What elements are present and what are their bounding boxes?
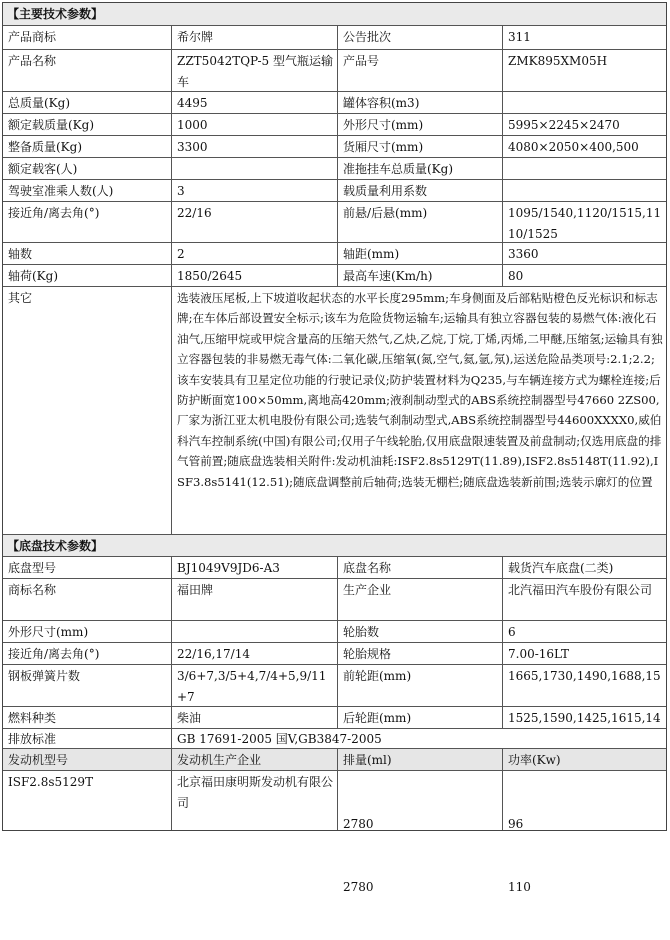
chassis-dims-label: 外形尺寸(mm) xyxy=(3,621,172,642)
chassis-section-title: 【底盘技术参数】 xyxy=(7,539,104,553)
tirespec-label: 轮胎规格 xyxy=(338,643,503,664)
tires-label: 轮胎数 xyxy=(338,621,503,642)
chassis-brand-label: 商标名称 xyxy=(3,579,172,620)
engine-disp-header: 排量(ml) xyxy=(338,749,503,770)
axleload-label: 轴荷(Kg) xyxy=(3,265,172,286)
row-name xyxy=(3,50,666,92)
row-chassis-emission xyxy=(3,729,666,749)
row-other xyxy=(3,287,666,535)
reartrack-value: 1525,1590,1425,1615,14 xyxy=(508,711,661,725)
dims-value: 5995×2245×2470 xyxy=(508,118,620,132)
tirespec-value: 7.00-16LT xyxy=(508,647,570,661)
engine-model-value: ISF2.8s5129T xyxy=(3,771,172,830)
angle-value: 22/16 xyxy=(172,202,338,242)
util-value xyxy=(503,180,666,201)
row-cab xyxy=(3,180,666,202)
axleload-value: 1850/2645 xyxy=(172,265,338,286)
batch-value: 311 xyxy=(508,30,531,44)
chassis-angle-value: 22/16,17/14 xyxy=(172,643,338,664)
row-chassis-brand xyxy=(3,579,666,621)
row-gross xyxy=(3,92,666,114)
pax-label: 额定载客(人) xyxy=(3,158,172,179)
chassis-section-header xyxy=(3,535,666,557)
curb-value: 3300 xyxy=(172,136,338,157)
chassis-brand-value: 福田牌 xyxy=(172,579,338,620)
cargo-label: 货厢尺寸(mm) xyxy=(338,136,503,157)
chassis-name-label: 底盘名称 xyxy=(338,557,503,578)
load-label: 额定载质量(Kg) xyxy=(3,114,172,135)
trailer-label: 准拖挂车总质量(Kg) xyxy=(338,158,503,179)
util-label: 载质量利用系数 xyxy=(338,180,503,201)
row-curb xyxy=(3,136,666,158)
chassis-maker-value: 北汽福田汽车股份有限公司 xyxy=(508,583,653,597)
main-section-header xyxy=(3,3,666,26)
engine-disp-cell xyxy=(338,771,503,894)
load-value: 1000 xyxy=(172,114,338,135)
brand-value: 希尔牌 xyxy=(172,26,338,49)
name-label: 产品名称 xyxy=(3,50,172,91)
chassis-model-value: BJ1049V9JD6-A3 xyxy=(172,557,338,578)
row-chassis-model xyxy=(3,557,666,579)
model-label: 产品号 xyxy=(338,50,503,91)
overhang-value: 1095/1540,1120/1515,1110/1525 xyxy=(508,206,662,241)
axles-value: 2 xyxy=(172,243,338,264)
row-engine-header xyxy=(3,749,666,771)
chassis-angle-label: 接近角/离去角(°) xyxy=(3,643,172,664)
row-chassis-angle xyxy=(3,643,666,665)
engine-model-header: 发动机型号 xyxy=(3,749,172,770)
curb-label: 整备质量(Kg) xyxy=(3,136,172,157)
name-value: ZZT5042TQP-5 型气瓶运输车 xyxy=(172,50,338,91)
speed-label: 最高车速(Km/h) xyxy=(338,265,503,286)
gross-value: 4495 xyxy=(172,92,338,113)
other-value: 选装液压尾板,上下坡道收起状态的水平长度295mm;车身侧面及后部粘贴橙色反光标识和标志牌;在车体后部设置安全标示;该车为危险货物运输车;运输具有独立容器包装的易燃气体:液化石油气,压缩甲烷或甲烷含量高的压缩天然气,乙炔,乙烷,丁烷,丁烯,丙烯,二甲醚,压缩氢;运输具有独立容器包装的非易燃无毒气体:二氧化碳,压缩氧(氮,空气,氦,氩,氖),运送危险品类项号:2.1;2.2;该车安装具有卫星定位功能的行驶记录仪;防护装置材料为Q235,与车辆连接方式为螺栓连接;后防护断面宽100×50mm,离地高420mm;液刹制动型式的ABS系统控制器型号47660 2ZS00,厂家为浙江亚太机电股份有限公司;选装气刹制动型式,ABS系统控制器型号44600XXXX0,威伯科汽车控制系统(中国)有限公司;仅用子午线轮胎,仅用底盘限速装置及前盘制动;仅选用底盘的排气管前置;随底盘选装相关附件:发动机油耗:ISF2.8s5129T(11.89),ISF2.8s5148T(11.92),ISF3.8s5141(12.51);随底盘调整前后轴荷;选装无棚栏;随底盘选装新前围;选装示廓灯的位置 xyxy=(177,291,663,489)
emission-label: 排放标准 xyxy=(3,729,172,748)
chassis-dims-value xyxy=(172,621,338,642)
reartrack-label: 后轮距(mm) xyxy=(338,707,503,728)
wheelbase-label: 轴距(mm) xyxy=(338,243,503,264)
tires-value: 6 xyxy=(508,625,516,639)
engine-power-1: 96 xyxy=(508,817,524,831)
batch-label: 公告批次 xyxy=(338,26,503,49)
speed-value: 80 xyxy=(508,269,524,283)
other-label: 其它 xyxy=(3,287,172,534)
chassis-name-value: 载货汽车底盘(二类) xyxy=(508,561,614,575)
engine-maker-header: 发动机生产企业 xyxy=(172,749,338,770)
engine-power-2: 110 xyxy=(508,880,531,894)
row-chassis-dims xyxy=(3,621,666,643)
row-engine-data xyxy=(3,771,666,894)
engine-disp-1: 2780 xyxy=(343,817,374,831)
spring-value: 3/6+7,3/5+4,7/4+5,9/11+7 xyxy=(172,665,338,706)
main-section-title: 【主要技术参数】 xyxy=(7,7,104,21)
fuel-value: 柴油 xyxy=(172,707,338,728)
row-angle xyxy=(3,202,666,243)
row-chassis-fuel xyxy=(3,707,666,729)
fuel-label: 燃料种类 xyxy=(3,707,172,728)
spring-label: 钢板弹簧片数 xyxy=(3,665,172,706)
chassis-maker-label: 生产企业 xyxy=(338,579,503,620)
engine-maker-value: 北京福田康明斯发动机有限公司 xyxy=(172,771,338,830)
gross-label: 总质量(Kg) xyxy=(3,92,172,113)
brand-label: 产品商标 xyxy=(3,26,172,49)
cab-label: 驾驶室准乘人数(人) xyxy=(3,180,172,201)
chassis-model-label: 底盘型号 xyxy=(3,557,172,578)
fronttrack-label: 前轮距(mm) xyxy=(338,665,503,706)
engine-power-cell xyxy=(503,771,666,894)
row-passengers xyxy=(3,158,666,180)
cargo-value: 4080×2050×400,500 xyxy=(508,140,639,154)
dims-label: 外形尺寸(mm) xyxy=(338,114,503,135)
angle-label: 接近角/离去角(°) xyxy=(3,202,172,242)
engine-power-header: 功率(Kw) xyxy=(508,753,561,767)
tank-value xyxy=(503,92,666,113)
emission-value: GB 17691-2005 国V,GB3847-2005 xyxy=(177,732,382,746)
spec-sheet xyxy=(2,2,667,894)
wheelbase-value: 3360 xyxy=(508,247,539,261)
cab-value: 3 xyxy=(172,180,338,201)
row-load xyxy=(3,114,666,136)
fronttrack-value: 1665,1730,1490,1688,15 xyxy=(508,669,661,683)
engine-disp-2: 2780 xyxy=(343,880,374,894)
axles-label: 轴数 xyxy=(3,243,172,264)
model-value: ZMK895XM05H xyxy=(508,54,608,68)
trailer-value xyxy=(503,158,666,179)
row-brand xyxy=(3,26,666,50)
row-axleload xyxy=(3,265,666,287)
tank-label: 罐体容积(m3) xyxy=(338,92,503,113)
row-chassis-spring xyxy=(3,665,666,707)
overhang-label: 前悬/后悬(mm) xyxy=(338,202,503,242)
pax-value xyxy=(172,158,338,179)
row-axles xyxy=(3,243,666,265)
